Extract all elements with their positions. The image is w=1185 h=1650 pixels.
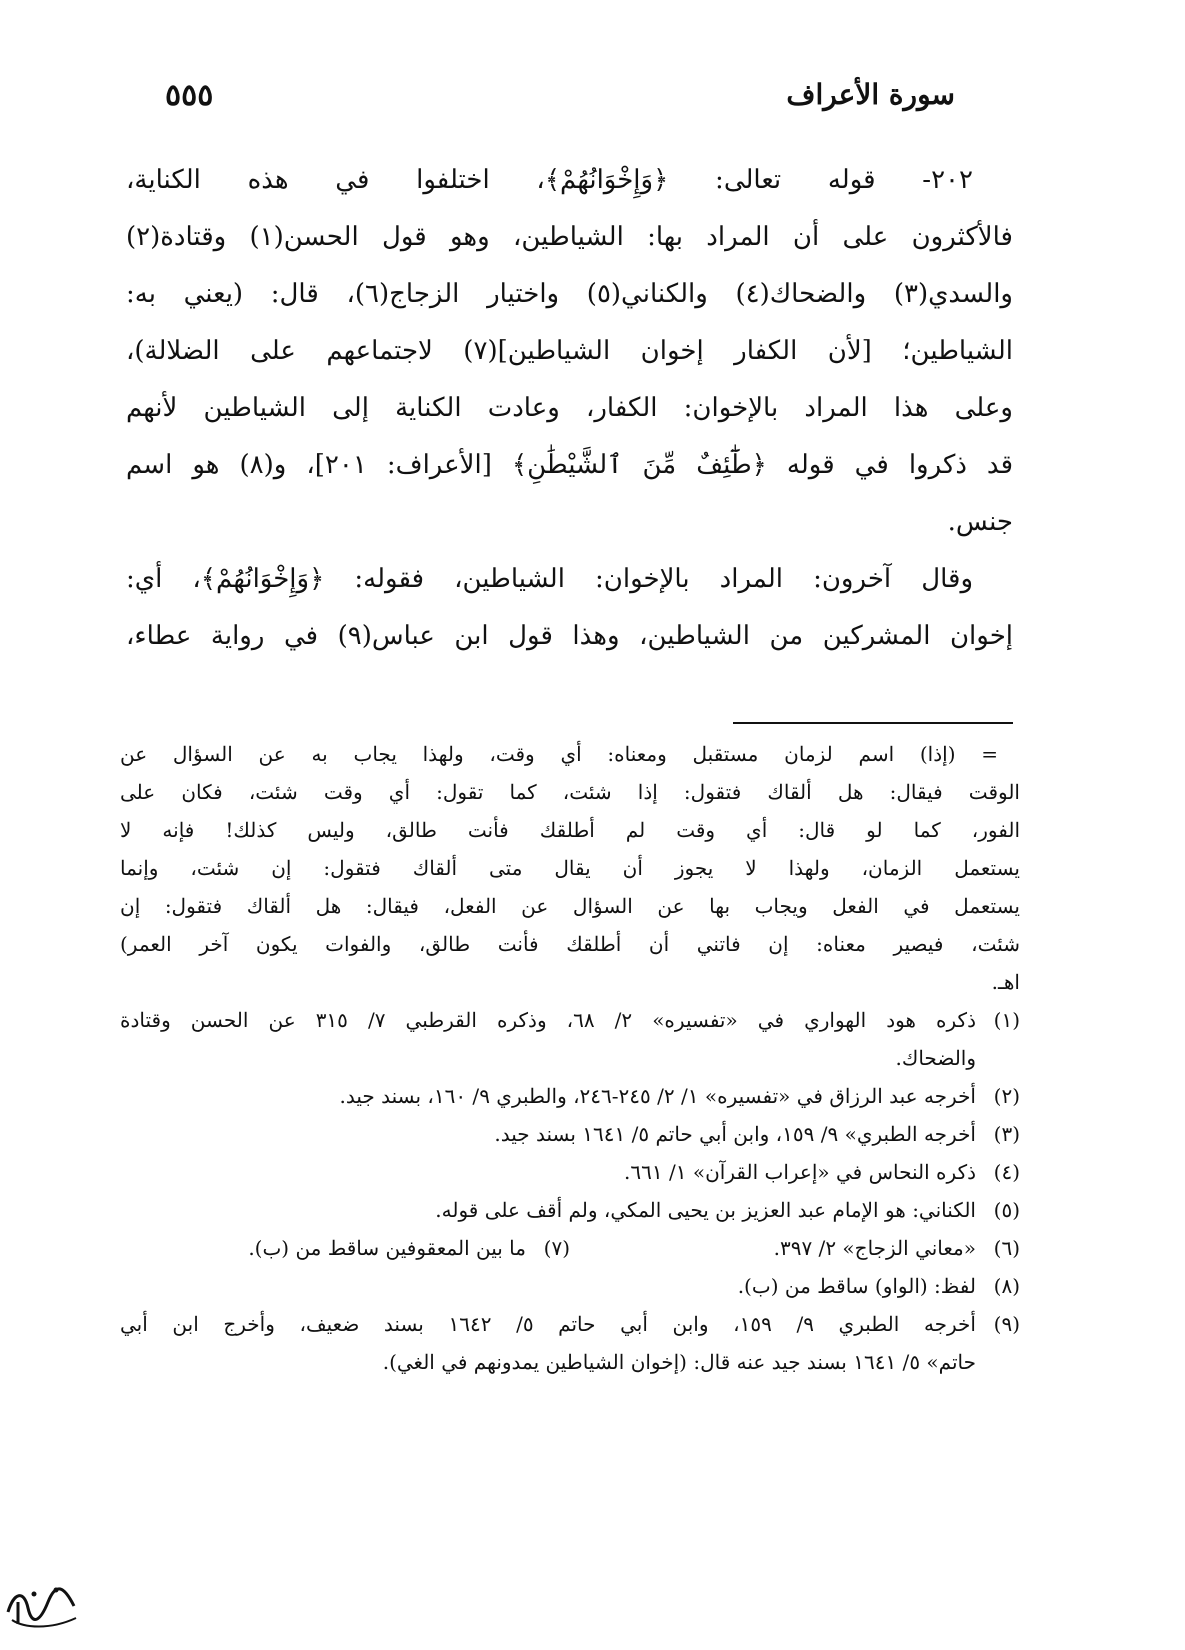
footnote-line: «معاني الزجاج» ٢/ ٣٩٧. bbox=[773, 1236, 976, 1260]
footnote-number: (١) bbox=[993, 1008, 1020, 1032]
footnote-line: والضحاك. bbox=[895, 1046, 976, 1070]
note-line: الوقت فيقال: هل ألقاك فتقول: إذا شئت، كما تقول: أي وقت شئت، فكان على bbox=[120, 780, 1020, 804]
footnote-number: (٨) bbox=[993, 1274, 1020, 1298]
footnote-line: ذكره النحاس في «إعراب القرآن» ١/ ٦٦١. bbox=[624, 1160, 976, 1184]
footnote-8 bbox=[120, 1267, 1020, 1305]
footnote-line: ذكره هود الهواري في «تفسيره» ٢/ ٦٨، وذكره القرطبي ٧/ ٣١٥ عن الحسن وقتادة bbox=[120, 1008, 976, 1032]
footnote-number: (٧) bbox=[543, 1236, 570, 1260]
footnote-divider bbox=[733, 722, 1013, 724]
footnote-number: (٥) bbox=[993, 1198, 1020, 1222]
footnote-5 bbox=[120, 1191, 1020, 1229]
footnote-line: أخرجه الطبري» ٩/ ١٥٩، وابن أبي حاتم ٥/ ١٦٤١ بسند جيد. bbox=[494, 1122, 976, 1146]
body-line: إخوان المشركين من الشياطين، وهذا قول ابن عباس(٩) في رواية عطاء، bbox=[126, 621, 1013, 651]
page-number: ٥٥٥ bbox=[165, 78, 214, 113]
page-header bbox=[165, 78, 955, 124]
note-line: = (إذا) اسم لزمان مستقبل ومعناه: أي وقت، ولهذا يجاب به عن السؤال عن bbox=[120, 742, 998, 766]
footnote-line: الكناني: هو الإمام عبد العزيز بن يحيى المكي، ولم أقف على قوله. bbox=[435, 1198, 976, 1222]
footnote-line: حاتم» ٥/ ١٦٤١ بسند جيد عنه قال: (إخوان الشياطين يمدونهم في الغي). bbox=[382, 1350, 976, 1374]
footnote-9 bbox=[120, 1305, 1020, 1381]
logo-mark-icon bbox=[4, 1572, 82, 1636]
note-line: يستعمل في الفعل ويجاب بها عن السؤال عن الفعل، فيقال: هل ألقاك فتقول: إن bbox=[120, 894, 1020, 918]
footnotes-area bbox=[120, 735, 1020, 1381]
footnote-number: (٢) bbox=[993, 1084, 1020, 1108]
footnote-pair bbox=[120, 1229, 1020, 1267]
footnote-3 bbox=[120, 1115, 1020, 1153]
body-line: الشياطين؛ [لأن الكفار إخوان الشياطين](٧) لاجتماعهم على الضلالة)، bbox=[126, 336, 1013, 366]
body-line: وقال آخرون: المراد بالإخوان: الشياطين، فقوله: ﴿وَإِخْوَانُهُمْ﴾، أي: bbox=[126, 564, 973, 594]
main-text bbox=[126, 152, 1013, 665]
footnote-7 bbox=[120, 1229, 570, 1267]
footnote-line: ما بين المعقوفين ساقط من (ب). bbox=[248, 1236, 526, 1260]
note-line: الفور، كما لو قال: أي وقت لم أطلقك فأنت طالق، وليس كذلك! فإنه لا bbox=[120, 818, 1020, 842]
continuation-note bbox=[120, 735, 1020, 1001]
body-line: قد ذكروا في قوله ﴿طَٰٓئِفٌ مِّنَ ٱلشَّيْطَٰنِ﴾ [الأعراف: ٢٠١]، و(٨) هو اسم bbox=[126, 450, 1013, 480]
footnote-2 bbox=[120, 1077, 1020, 1115]
body-line: وعلى هذا المراد بالإخوان: الكفار، وعادت الكناية إلى الشياطين لأنهم bbox=[126, 393, 1013, 423]
footnote-number: (٤) bbox=[993, 1160, 1020, 1184]
surah-title: سورة الأعراف bbox=[786, 78, 955, 111]
footnote-number: (٦) bbox=[993, 1236, 1020, 1260]
footnote-1 bbox=[120, 1001, 1020, 1077]
body-line: ٢٠٢- قوله تعالى: ﴿وَإِخْوَانُهُمْ﴾، اختلفوا في هذه الكناية، bbox=[126, 165, 973, 195]
footnote-6 bbox=[570, 1229, 1020, 1267]
note-line: اهـ. bbox=[991, 970, 1020, 994]
note-line: شئت، فيصير معناه: إن فاتني أن أطلقك فأنت طالق، والفوات يكون آخر العمر) bbox=[120, 932, 1020, 956]
footnote-number: (٣) bbox=[993, 1122, 1020, 1146]
body-line: فالأكثرون على أن المراد بها: الشياطين، وهو قول الحسن(١) وقتادة(٢) bbox=[126, 222, 1013, 252]
body-line: جنس. bbox=[947, 507, 1013, 537]
footnote-line: أخرجه عبد الرزاق في «تفسيره» ١/ ٢/ ٢٤٥-٢٤٦، والطبري ٩/ ١٦٠، بسند جيد. bbox=[339, 1084, 976, 1108]
footnote-4 bbox=[120, 1153, 1020, 1191]
body-line: والسدي(٣) والضحاك(٤) والكناني(٥) واختيار الزجاج(٦)، قال: (يعني به: bbox=[126, 279, 1013, 309]
footnote-line: لفظ: (الواو) ساقط من (ب). bbox=[737, 1274, 976, 1298]
note-line: يستعمل الزمان، ولهذا لا يجوز أن يقال متى ألقاك فتقول: إن شئت، وإنما bbox=[120, 856, 1020, 880]
footnote-line: أخرجه الطبري ٩/ ١٥٩، وابن أبي حاتم ٥/ ١٦٤٢ بسند ضعيف، وأخرج ابن أبي bbox=[120, 1312, 976, 1336]
footnote-number: (٩) bbox=[993, 1312, 1020, 1336]
publisher-logo-icon bbox=[4, 1572, 82, 1636]
